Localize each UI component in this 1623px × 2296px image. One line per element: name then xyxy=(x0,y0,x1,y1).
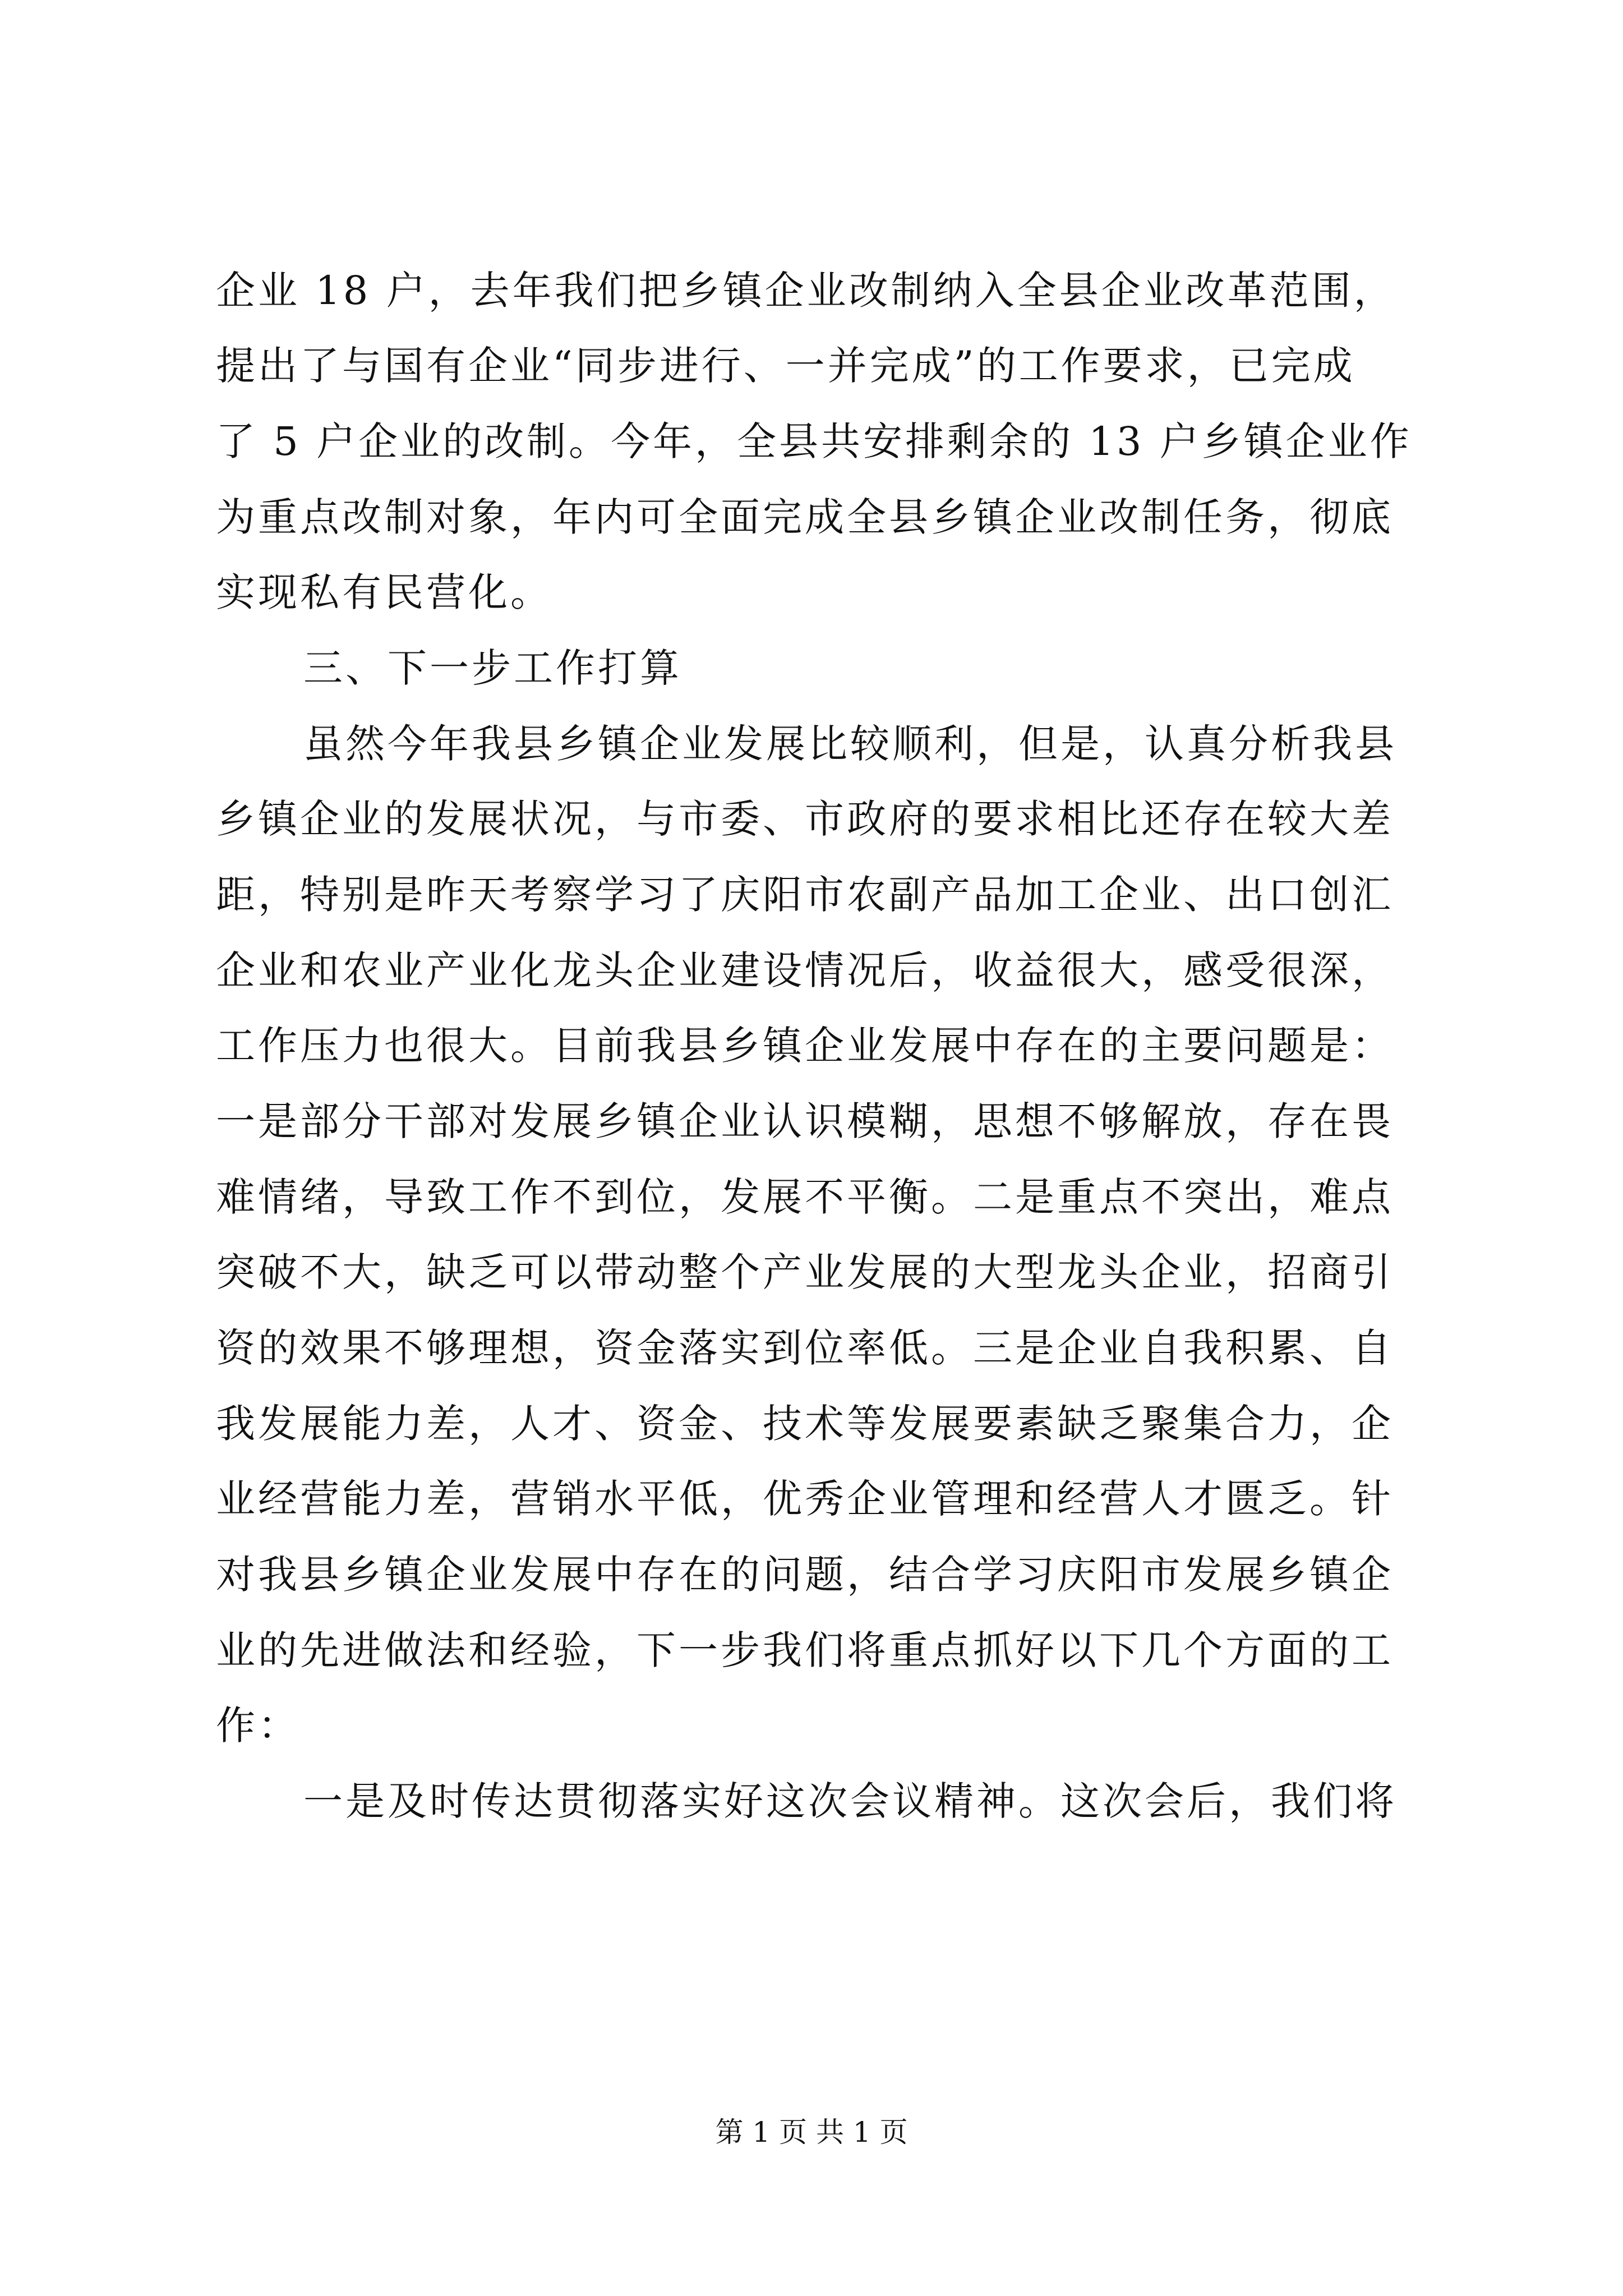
body-text-line: 业的先进做法和经验，下一步我们将重点抓好以下几个方面的工 xyxy=(216,1627,1394,1673)
body-text-line: 企业 18 户，去年我们把乡镇企业改制纳入全县企业改革范围， xyxy=(216,268,1396,314)
body-text-line: 业经营能力差，营销水平低，优秀企业管理和经营人才匮乏。针 xyxy=(216,1476,1394,1522)
body-text-line: 我发展能力差，人才、资金、技术等发展要素缺乏聚集合力，企 xyxy=(216,1401,1394,1447)
body-text-line: 乡镇企业的发展状况，与市委、市政府的要求相比还存在较大差 xyxy=(216,796,1394,842)
body-text-line: 距，特别是昨天考察学习了庆阳市农副产品加工企业、出口创汇 xyxy=(216,872,1394,918)
body-text-line: 一是及时传达贯彻落实好这次会议精神。这次会后，我们将 xyxy=(303,1778,1397,1824)
body-text-line: 提出了与国有企业“同步进行、一并完成”的工作要求，已完成 xyxy=(216,343,1355,389)
body-text-line: 难情绪，导致工作不到位，发展不平衡。二是重点不突出，难点 xyxy=(216,1174,1394,1220)
body-text-line: 资的效果不够理想，资金落实到位率低。三是企业自我积累、自 xyxy=(216,1325,1394,1371)
body-text-line: 了 5 户企业的改制。今年，全县共安排剩余的 13 户乡镇企业作 xyxy=(216,418,1412,464)
body-text-line: 为重点改制对象，年内可全面完成全县乡镇企业改制任务，彻底 xyxy=(216,494,1394,540)
page-number-footer: 第 1 页 共 1 页 xyxy=(715,2116,908,2148)
body-text-line: 实现私有民营化。 xyxy=(216,569,552,615)
body-text-line: 一是部分干部对发展乡镇企业认识模糊，思想不够解放，存在畏 xyxy=(216,1098,1394,1144)
body-text-line: 突破不大，缺乏可以带动整个产业发展的大型龙头企业，招商引 xyxy=(216,1249,1394,1295)
body-text-line: 对我县乡镇企业发展中存在的问题，结合学习庆阳市发展乡镇企 xyxy=(216,1552,1394,1598)
body-text-line: 工作压力也很大。目前我县乡镇企业发展中存在的主要问题是： xyxy=(216,1023,1394,1069)
body-text-line: 企业和农业产业化龙头企业建设情况后，收益很大，感受很深， xyxy=(216,947,1394,993)
body-text-line: 作： xyxy=(216,1703,300,1749)
section-heading: 三、下一步工作打算 xyxy=(303,645,682,691)
body-text-line: 虽然今年我县乡镇企业发展比较顺利，但是，认真分析我县 xyxy=(303,721,1397,767)
